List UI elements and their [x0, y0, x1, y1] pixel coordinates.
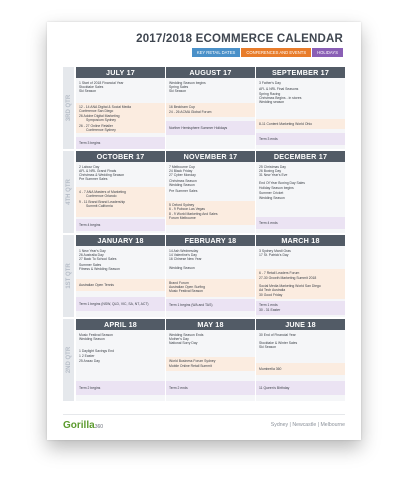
event: 8-11 Content Marketing World Ohio [259, 122, 313, 126]
event: Christmas Begins - in stores [259, 96, 302, 100]
event: Wedding Season [79, 337, 105, 341]
event: Mumbrella 360 [259, 367, 282, 371]
month-november [166, 151, 255, 233]
month-april [76, 319, 165, 401]
month-heading: NOVEMBER 17 [166, 151, 255, 162]
event: 26 - 27 Online Retailer [79, 124, 113, 128]
event: Music Festival Season [169, 289, 203, 293]
event: Term 4 ends [259, 221, 278, 225]
event: 14 Valentine's Day [169, 253, 197, 257]
quarter-label: 4TH QTR [63, 151, 74, 233]
event: 31 New Year's Eve [259, 173, 288, 177]
event: Term 1 begins (NSW, QLD, VIC, SA, NT, ACT) [79, 302, 149, 306]
event: Ski Season [79, 89, 97, 93]
month-december [256, 151, 345, 233]
event: 30 - 31 Easter [259, 308, 281, 312]
event: 2 Labour Day [79, 165, 100, 169]
event: Australian Open Tennis [79, 283, 114, 287]
event: Term 1 ends [259, 303, 278, 307]
event: Wedding Season [169, 266, 195, 270]
event: 4 - 7 ANA Masters of Marketing [79, 190, 126, 194]
quarter-row [63, 235, 345, 317]
event: 17 St. Patrick's Day [259, 253, 289, 257]
event: Term 3 begins [79, 141, 101, 145]
event: Term 1 begins (WA and TAS) [169, 303, 213, 307]
event: Ski Season [259, 345, 277, 349]
event: Wedding season [259, 100, 285, 104]
event: Spring Racing [259, 92, 281, 96]
month-heading: MARCH 18 [256, 235, 345, 246]
event: Holiday Season begins [259, 186, 294, 190]
event: Conference Sydney [86, 128, 116, 132]
event: 27 Back To School Sales [79, 257, 117, 261]
event: Mobile Online Retail Summit [169, 364, 212, 368]
event: Norther Hemisphere Summer Holidays [169, 126, 228, 130]
event: 24 - 26 ACMA Global Forum [169, 110, 212, 114]
event: Australian Open Surfing [169, 285, 205, 289]
event: Term 3 ends [259, 137, 278, 141]
event: 24 Black Friday [169, 169, 193, 173]
event: 25 Christmas Day [259, 165, 286, 169]
month-heading: SEPTEMBER 17 [256, 67, 345, 78]
month-heading: JULY 17 [76, 67, 165, 78]
event: Summit California [86, 204, 113, 208]
month-october [76, 151, 165, 233]
quarter-row [63, 151, 345, 233]
event: Pre Summer Sales [169, 189, 198, 193]
event: Fitness & Wedding Season [79, 267, 120, 271]
event: 3 Father's Day [259, 81, 281, 85]
event: 7 Melbourne Cup [169, 165, 196, 169]
event: Wedding Season [259, 196, 285, 200]
event: 11 Queen's Birthday [259, 386, 290, 390]
calendar-page [47, 22, 361, 440]
month-june [256, 319, 345, 401]
event: National Sorry Day [169, 341, 198, 345]
event: 27-30 Growth Marketing Summit 2018 [259, 276, 317, 280]
event: 25 Anzac Day [79, 359, 100, 363]
event: Term 4 begins [79, 223, 101, 227]
event: Wedding Season Ends [169, 333, 204, 337]
month-heading: JUNE 18 [256, 319, 345, 330]
event: 6 - 9 Pubcon Las Vegas [169, 207, 206, 211]
event: 1 New Year's Day [79, 249, 106, 253]
event: 5 Oxford Sydney [169, 203, 195, 207]
event: Social Media Marketing World San Diego [259, 284, 321, 288]
month-heading: APRIL 18 [76, 319, 165, 330]
month-february [166, 235, 255, 317]
event: Ad Tech Australia [259, 288, 286, 292]
event: Stocktake Sales [79, 85, 104, 89]
event: 6 - 7 Retail Leaders Forum [259, 271, 300, 275]
quarter-label: 1ST QTR [63, 235, 74, 317]
month-september [256, 67, 345, 149]
month-heading: DECEMBER 17 [256, 151, 345, 162]
event: Christmas Season [169, 179, 197, 183]
event: Wedding Season begins [169, 81, 206, 85]
month-may [166, 319, 255, 401]
event: 1 Start of 2018 Financial Year [79, 81, 124, 85]
legend [192, 48, 343, 57]
event: 3 Sydney Mardi Gras [259, 249, 291, 253]
event: 26 Boxing Day [259, 169, 282, 173]
month-january [76, 235, 165, 317]
month-heading: AUGUST 17 [166, 67, 255, 78]
event: 9 - 11 Brand Brand Leadership [79, 200, 126, 204]
event: Brand Forum [169, 281, 189, 285]
calendar-grid [63, 67, 345, 403]
event: 14 Ash Wednesday [169, 249, 199, 253]
footer [63, 414, 345, 433]
page-title: 2017/2018 ECOMMERCE CALENDAR [136, 33, 343, 45]
event: Ski Season [169, 89, 187, 93]
event: Summer Cricket [259, 191, 284, 195]
month-heading: OCTOBER 17 [76, 151, 165, 162]
event: 30 Good Friday [259, 293, 283, 297]
month-july [76, 67, 165, 149]
event: 26 Australia Day [79, 253, 104, 257]
event: Summer Sales [79, 263, 102, 267]
legend-conferences: CONFERENCES AND EVENTS [241, 48, 311, 57]
event: Spring Sales [169, 85, 189, 89]
event: End Of Year Boxing Day Sales [259, 181, 305, 185]
gorilla360-logo: Gorilla360 [63, 420, 104, 431]
event: 30 End of Financial Year [259, 333, 296, 337]
event: Wedding Season [169, 183, 195, 187]
event: Conference Orlando [86, 194, 117, 198]
event: AFL & NRL Grand Finals [79, 169, 117, 173]
event: Forum Melbourne [169, 216, 196, 220]
month-heading: MAY 18 [166, 319, 255, 330]
event: AFL & NRL Final Seasons [259, 87, 299, 91]
event: Term 2 ends [169, 386, 188, 390]
month-march [256, 235, 345, 317]
event: Stocktake & Winter Sales [259, 341, 298, 345]
office-locations: Sydney | Newcastle | Melbourne [270, 422, 345, 428]
event: 27 Cyber Monday [169, 173, 196, 177]
quarter-row [63, 319, 345, 401]
event: World Business Forum Sydney [169, 359, 216, 363]
event: Pre Summer Sales [79, 177, 108, 181]
legend-holidays: HOLIDAYS [312, 48, 343, 57]
event: Conference San Diego [79, 109, 114, 113]
event: Symposium Sydney [86, 118, 116, 122]
month-heading: FEBRUARY 18 [166, 235, 255, 246]
event: Music Festival Season [79, 333, 113, 337]
quarter-label: 2ND QTR [63, 319, 74, 401]
month-heading: JANUARY 18 [76, 235, 165, 246]
legend-retail: KEY RETAIL DATES [192, 48, 240, 57]
event: 1 Daylight Savings End [79, 349, 115, 353]
event: Christmas & Wedding Season [79, 173, 125, 177]
event: Term 2 begins [79, 386, 101, 390]
event: 16 Beckham Cup [169, 105, 196, 109]
quarter-row [63, 67, 345, 149]
event: 16 Chinese New Year [169, 257, 202, 261]
event: 1 2 Easter [79, 354, 95, 358]
event: 12 - 14 ANA Digital & Social Media [79, 105, 132, 109]
month-august [166, 67, 255, 149]
event: 26 Adobe Digital Marketing [79, 114, 120, 118]
event: 8 - 9 World Marketing And Sales [169, 212, 218, 216]
event: Mother's Day [169, 337, 189, 341]
quarter-label: 3RD QTR [63, 67, 74, 149]
